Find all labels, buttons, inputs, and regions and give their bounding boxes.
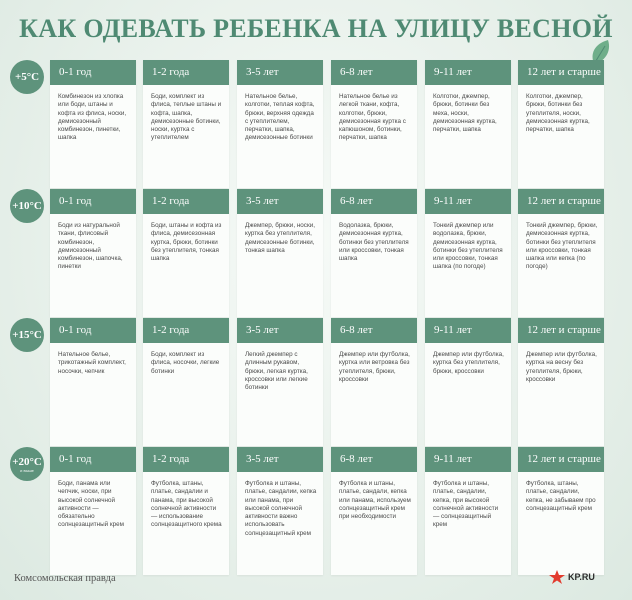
clothing-description: Боди из натуральной ткани, флисовый комбинезон, демисезонный комбинезон, шапочка, пинетки	[58, 222, 123, 271]
age-card	[237, 189, 323, 317]
age-label: 0-1 год	[50, 447, 136, 472]
age-label: 3-5 лет	[237, 60, 323, 85]
clothing-description: Джемпер или футболка, куртка или ветровка без утеплителя, брюки, кроссовки	[339, 351, 410, 383]
temperature-section	[0, 189, 632, 319]
kp-star-icon	[548, 570, 566, 584]
temperature-section	[0, 318, 632, 448]
age-card	[143, 60, 229, 188]
clothing-description: Колготки, джемпер, брюки, ботинки без меха, носки, демисезонная куртка, перчатки, шапка	[433, 93, 497, 134]
age-card	[237, 447, 323, 575]
age-label: 12 лет и старше	[518, 189, 604, 214]
age-label: 3-5 лет	[237, 447, 323, 472]
clothing-description: Боди, комплект из флиса, теплые штаны и кофта, шапка, демисезонные ботинки, носки, куртка с утеплителем	[151, 93, 222, 142]
clothing-description: Футболка и штаны, платье, сандалии, кепка или панама, при высокой солнечной активности важно использовать солнцезащитный крем	[245, 480, 317, 537]
kp-logo	[548, 570, 595, 584]
source-label: Комсомольская правда	[14, 573, 116, 584]
temperature-badge	[10, 447, 44, 481]
age-label: 1-2 года	[143, 60, 229, 85]
age-card	[425, 60, 511, 188]
age-label: 9-11 лет	[425, 447, 511, 472]
age-label: 12 лет и старше	[518, 318, 604, 343]
age-card	[50, 318, 136, 446]
age-label: 0-1 год	[50, 318, 136, 343]
age-card	[50, 447, 136, 575]
temperature-badge	[10, 318, 44, 352]
age-label: 12 лет и старше	[518, 447, 604, 472]
age-label: 9-11 лет	[425, 60, 511, 85]
clothing-description: Футболка, штаны, платье, сандалии и панама, при высокой солнечной активности — использование солнцезащитного крема	[151, 480, 222, 529]
age-label: 6-8 лет	[331, 318, 417, 343]
age-card	[143, 447, 229, 575]
age-card	[425, 318, 511, 446]
age-label: 6-8 лет	[331, 189, 417, 214]
age-label: 1-2 года	[143, 189, 229, 214]
clothing-description: Комбинезон из хлопка или боди, штаны и кофта из флиса, носки, демисезонный комбинезон, пинетки, шапка	[58, 93, 127, 142]
clothing-description: Легкий джемпер с длинным рукавом, брюки, легкая куртка, кроссовки или легкие ботинки	[245, 351, 308, 392]
age-card	[143, 318, 229, 446]
age-card	[331, 60, 417, 188]
temperature-sub-label: и выше	[20, 467, 34, 473]
logo-text: KP.RU	[568, 572, 595, 582]
age-card	[518, 60, 604, 188]
age-label: 3-5 лет	[237, 318, 323, 343]
temperature-label: +5°C	[14, 71, 40, 83]
clothing-description: Футболка и штаны, платье, сандали, кепка или панама, используем солнцезащитный крем при необходимости	[339, 480, 411, 521]
clothing-description: Джемпер или футболка, куртка на весну без утеплителя, брюки, кроссовки	[526, 351, 597, 383]
temperature-label: +20°C	[12, 455, 42, 468]
age-card	[237, 60, 323, 188]
clothing-description: Тонкий джемпер, брюки, демисезонная куртка, ботинки без утеплителя или кроссовки, тонкая шапка или кепка (по погоде)	[526, 222, 598, 271]
temperature-badge	[10, 60, 44, 94]
age-card	[518, 447, 604, 575]
age-label: 0-1 год	[50, 60, 136, 85]
age-card	[518, 189, 604, 317]
clothing-description: Боди, комплект из флиса, носочки, легкие ботинки	[151, 351, 220, 375]
clothing-description: Нательное белье из легкой ткани, кофта, колготки, брюки, демисезонная куртка с капюшоном, ботинки, перчатки, шапка	[339, 93, 406, 142]
clothing-description: Водолазка, брюки, демисезонная куртка, ботинки без утеплителя или кроссовки, тонкая шапка	[339, 222, 409, 263]
temperature-label: +15°C	[12, 329, 42, 341]
age-label: 12 лет и старше	[518, 60, 604, 85]
age-label: 3-5 лет	[237, 189, 323, 214]
age-card	[331, 447, 417, 575]
age-card	[50, 60, 136, 188]
clothing-description: Колготки, джемпер, брюки, ботинки без утеплителя, носки, демисезонная куртка, перчатки, шапка	[526, 93, 590, 134]
clothing-description: Джемпер или футболка, куртка без утеплителя, брюки, кроссовки	[433, 351, 504, 375]
age-label: 9-11 лет	[425, 189, 511, 214]
temperature-section	[0, 60, 632, 190]
age-label: 6-8 лет	[331, 60, 417, 85]
clothing-description: Боди, панама или чепчик, носки, при высокой солнечной активности — обязательно солнцезащитный крем	[58, 480, 124, 529]
age-label: 6-8 лет	[331, 447, 417, 472]
clothing-description: Футболка, штаны, платье, сандалии, кепка, не забываем про солнцезащитный крем	[526, 480, 596, 512]
clothing-description: Боди, штаны и кофта из флиса, демисезонная куртка, брюки, ботинки без утеплителя, тонкая шапка	[151, 222, 222, 263]
page-title: КАК ОДЕВАТЬ РЕБЕНКА НА УЛИЦУ ВЕСНОЙ	[19, 14, 613, 43]
age-card	[425, 189, 511, 317]
age-label: 0-1 год	[50, 189, 136, 214]
age-card	[50, 189, 136, 317]
clothing-description: Тонкий джемпер или водолазка, брюки, демисезонная куртка, ботинки без утеплителя или кроссовки, тонкая шапка (по погоде)	[433, 222, 503, 271]
clothing-description: Футболка и штаны, платье, сандалии, кепка, при высокой солнечной активности — солнцезащитный крем	[433, 480, 499, 529]
age-card	[237, 318, 323, 446]
age-card	[143, 189, 229, 317]
clothing-description: Джемпер, брюки, носки, куртка без утеплителя, демисезонные ботинки, тонкая шапка	[245, 222, 315, 254]
age-card	[331, 318, 417, 446]
age-label: 1-2 года	[143, 447, 229, 472]
age-card	[331, 189, 417, 317]
temperature-section	[0, 447, 632, 577]
temperature-badge	[10, 189, 44, 223]
age-label: 1-2 года	[143, 318, 229, 343]
clothing-description: Нательное белье, колготки, теплая кофта, брюки, верхняя одежда с утеплителем, перчатки, шапка, демисезонные ботинки	[245, 93, 315, 142]
age-card	[425, 447, 511, 575]
clothing-description: Нательное белье, трикотажный комплект, носочки, чепчик	[58, 351, 126, 375]
age-label: 9-11 лет	[425, 318, 511, 343]
temperature-label: +10°C	[12, 200, 42, 212]
age-card	[518, 318, 604, 446]
